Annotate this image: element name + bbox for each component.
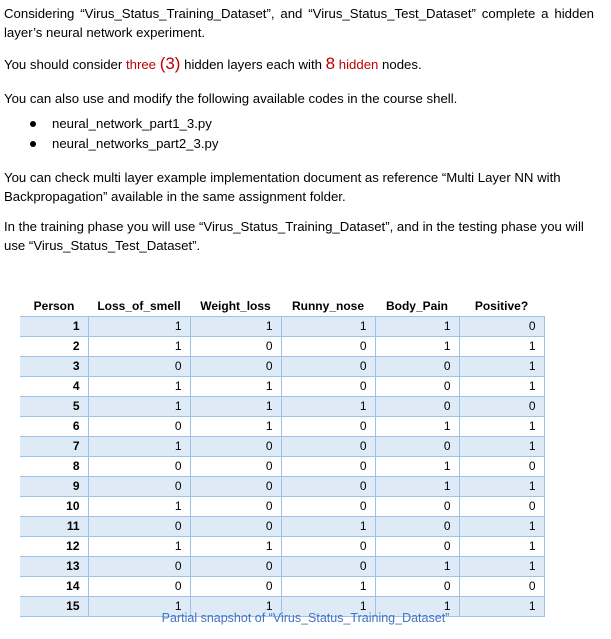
table-cell: 0 bbox=[281, 437, 375, 457]
table-cell: 0 bbox=[190, 337, 281, 357]
table-cell: 0 bbox=[459, 497, 544, 517]
person-id-cell: 8 bbox=[20, 457, 88, 477]
table-cell: 1 bbox=[375, 317, 459, 337]
code-file-item: neural_network_part1_3.py bbox=[30, 114, 218, 134]
training-dataset-table bbox=[20, 297, 545, 617]
table-row bbox=[20, 417, 544, 437]
person-id-cell: 14 bbox=[20, 577, 88, 597]
table-cell: 1 bbox=[459, 337, 544, 357]
table-cell: 0 bbox=[88, 457, 190, 477]
person-id-cell: 5 bbox=[20, 397, 88, 417]
column-header: Body_Pain bbox=[375, 297, 459, 317]
table-cell: 1 bbox=[375, 457, 459, 477]
reference-paragraph: You can check multi layer example implementation document as reference “Multi Layer NN with Backpropagation” available in the same assignment folder. bbox=[4, 170, 561, 204]
table-row bbox=[20, 557, 544, 577]
table-row bbox=[20, 577, 544, 597]
table-cell: 1 bbox=[88, 337, 190, 357]
table-cell: 1 bbox=[88, 437, 190, 457]
table-cell: 1 bbox=[281, 577, 375, 597]
table-cell: 1 bbox=[375, 477, 459, 497]
table-cell: 1 bbox=[281, 397, 375, 417]
table-cell: 0 bbox=[281, 477, 375, 497]
table-cell: 0 bbox=[88, 417, 190, 437]
table-cell: 0 bbox=[459, 577, 544, 597]
table-cell: 0 bbox=[375, 517, 459, 537]
table-row bbox=[20, 537, 544, 557]
code-file-list bbox=[30, 114, 218, 154]
table-cell: 0 bbox=[88, 557, 190, 577]
table-cell: 1 bbox=[281, 597, 375, 617]
table-cell: 1 bbox=[88, 597, 190, 617]
table-cell: 0 bbox=[375, 577, 459, 597]
table-caption: Partial snapshot of “Virus_Status_Training_Dataset” bbox=[161, 611, 450, 625]
table-cell: 1 bbox=[190, 537, 281, 557]
table-cell: 1 bbox=[88, 497, 190, 517]
column-header: Positive? bbox=[459, 297, 544, 317]
person-id-cell: 7 bbox=[20, 437, 88, 457]
table-cell: 0 bbox=[190, 457, 281, 477]
table-cell: 1 bbox=[281, 517, 375, 537]
person-id-cell: 12 bbox=[20, 537, 88, 557]
table-cell: 1 bbox=[88, 537, 190, 557]
person-id-cell: 9 bbox=[20, 477, 88, 497]
codes-paragraph: You can also use and modify the following available codes in the course shell. bbox=[4, 91, 458, 106]
table-cell: 1 bbox=[375, 597, 459, 617]
table-cell: 0 bbox=[281, 537, 375, 557]
table-cell: 1 bbox=[459, 557, 544, 577]
person-id-cell: 3 bbox=[20, 357, 88, 377]
table-cell: 1 bbox=[375, 557, 459, 577]
table-cell: 0 bbox=[190, 437, 281, 457]
table-cell: 0 bbox=[375, 437, 459, 457]
table-cell: 1 bbox=[459, 437, 544, 457]
table-cell: 0 bbox=[459, 317, 544, 337]
table-cell: 1 bbox=[190, 597, 281, 617]
table-cell: 0 bbox=[375, 397, 459, 417]
node-count-number: 8 bbox=[325, 54, 336, 73]
table-cell: 0 bbox=[281, 457, 375, 477]
table-header-row bbox=[20, 297, 544, 317]
table-cell: 1 bbox=[459, 537, 544, 557]
table-row bbox=[20, 357, 544, 377]
person-id-cell: 15 bbox=[20, 597, 88, 617]
table-cell: 1 bbox=[190, 377, 281, 397]
person-id-cell: 2 bbox=[20, 337, 88, 357]
table-cell: 0 bbox=[88, 477, 190, 497]
table-row bbox=[20, 437, 544, 457]
table-row bbox=[20, 397, 544, 417]
table-cell: 1 bbox=[459, 597, 544, 617]
table-cell: 0 bbox=[190, 557, 281, 577]
table-row bbox=[20, 497, 544, 517]
table-cell: 1 bbox=[281, 317, 375, 337]
table-cell: 0 bbox=[375, 377, 459, 397]
table-cell: 0 bbox=[281, 337, 375, 357]
layer-count-word: three bbox=[125, 57, 157, 72]
table-cell: 0 bbox=[375, 357, 459, 377]
table-cell: 0 bbox=[281, 557, 375, 577]
hidden-word: hidden bbox=[338, 57, 379, 72]
table-cell: 1 bbox=[375, 417, 459, 437]
table-row bbox=[20, 317, 544, 337]
table-cell: 0 bbox=[459, 397, 544, 417]
table-cell: 0 bbox=[281, 377, 375, 397]
table-cell: 0 bbox=[281, 417, 375, 437]
person-id-cell: 4 bbox=[20, 377, 88, 397]
person-id-cell: 13 bbox=[20, 557, 88, 577]
table-cell: 0 bbox=[459, 457, 544, 477]
table-cell: 1 bbox=[459, 477, 544, 497]
person-id-cell: 6 bbox=[20, 417, 88, 437]
table-cell: 1 bbox=[459, 377, 544, 397]
table-cell: 0 bbox=[281, 497, 375, 517]
table-cell: 0 bbox=[190, 577, 281, 597]
table-cell: 0 bbox=[281, 357, 375, 377]
table-cell: 0 bbox=[190, 497, 281, 517]
table-cell: 0 bbox=[190, 357, 281, 377]
hidden-layers-instruction: You should consider three (3) hidden layers each with 8 hidden nodes. bbox=[4, 54, 422, 73]
table-cell: 0 bbox=[190, 477, 281, 497]
table-cell: 0 bbox=[88, 357, 190, 377]
column-header: Loss_of_smell bbox=[88, 297, 190, 317]
table-row bbox=[20, 457, 544, 477]
table-cell: 1 bbox=[190, 417, 281, 437]
table-cell: 1 bbox=[88, 377, 190, 397]
column-header: Weight_loss bbox=[190, 297, 281, 317]
table-cell: 0 bbox=[190, 517, 281, 537]
intro-paragraph: Considering “Virus_Status_Training_Dataset”, and “Virus_Status_Test_Dataset” complete a hidden layer’s neural network experiment. bbox=[4, 6, 594, 40]
code-file-item: neural_networks_part2_3.py bbox=[30, 134, 218, 154]
person-id-cell: 11 bbox=[20, 517, 88, 537]
table-cell: 0 bbox=[375, 537, 459, 557]
table-row bbox=[20, 337, 544, 357]
table-row bbox=[20, 517, 544, 537]
table-cell: 1 bbox=[190, 317, 281, 337]
table-cell: 1 bbox=[459, 357, 544, 377]
person-id-cell: 10 bbox=[20, 497, 88, 517]
table-cell: 1 bbox=[190, 397, 281, 417]
phase-paragraph: In the training phase you will use “Virus_Status_Training_Dataset”, and in the testing phase you will use “Virus_Status_Test_Dataset”. bbox=[4, 219, 584, 253]
table-cell: 1 bbox=[88, 397, 190, 417]
table-cell: 1 bbox=[88, 317, 190, 337]
person-id-cell: 1 bbox=[20, 317, 88, 337]
table-row bbox=[20, 477, 544, 497]
table-cell: 1 bbox=[459, 417, 544, 437]
table-cell: 0 bbox=[88, 577, 190, 597]
column-header: Person bbox=[20, 297, 88, 317]
table-cell: 0 bbox=[88, 517, 190, 537]
table-row bbox=[20, 377, 544, 397]
layer-count-number: (3) bbox=[159, 54, 181, 73]
table-body bbox=[20, 317, 544, 617]
table-cell: 1 bbox=[459, 517, 544, 537]
table-cell: 0 bbox=[375, 497, 459, 517]
column-header: Runny_nose bbox=[281, 297, 375, 317]
table-cell: 1 bbox=[375, 337, 459, 357]
